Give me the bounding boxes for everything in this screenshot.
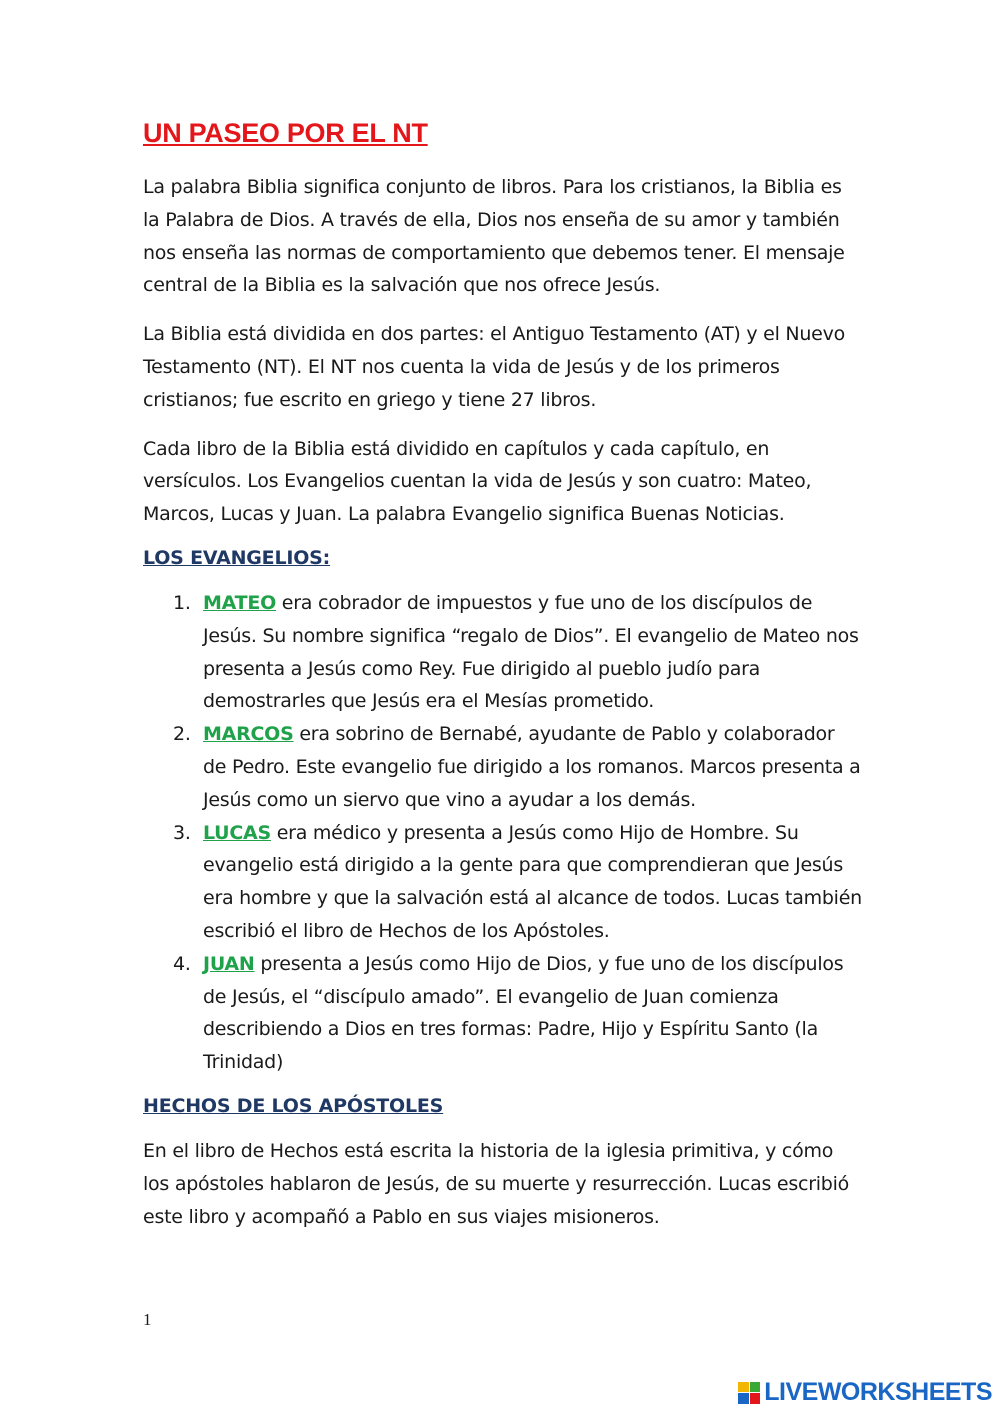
list-number: 2. bbox=[173, 723, 191, 746]
gospel-description: era cobrador de impuestos y fue uno de los discípulos de Jesús. Su nombre significa “regalo de Dios”. El evangelio de Mateo nos presenta a Jesús como Rey. Fue dirigido al pueblo judío para demostrarles que Jesús era el Mesías prometido. bbox=[203, 591, 859, 713]
gospels-heading: LOS EVANGELIOS: bbox=[143, 546, 331, 569]
gospel-name: MARCOS bbox=[203, 723, 294, 746]
list-item bbox=[143, 817, 863, 948]
gospel-name: MATEO bbox=[203, 591, 276, 614]
page-title: UN PASEO POR EL NT bbox=[143, 118, 428, 148]
watermark[interactable] bbox=[738, 1378, 992, 1407]
gospel-name: JUAN bbox=[203, 952, 255, 975]
gospel-description: era sobrino de Bernabé, ayudante de Pablo y colaborador de Pedro. Este evangelio fue dirigido a los romanos. Marcos presenta a Jesús como un siervo que vino a ayudar a los demás. bbox=[203, 723, 861, 811]
acts-paragraph: En el libro de Hechos está escrita la historia de la iglesia primitiva, y cómo los apóstoles hablaron de Jesús, de su muerte y resurrección. Lucas escribió este libro y acompañó a Pablo en sus viajes misioneros. bbox=[143, 1139, 850, 1228]
intro-paragraph-1: La palabra Biblia significa conjunto de libros. Para los cristianos, la Biblia es la Palabra de Dios. A través de ella, Dios nos enseña de su amor y también nos enseña las normas de comportamiento que debemos tener. El mensaje central de la Biblia es la salvación que nos ofrece Jesús. bbox=[143, 176, 845, 297]
list-item bbox=[143, 948, 863, 1079]
list-item bbox=[143, 587, 863, 718]
acts-heading: HECHOS DE LOS APÓSTOLES bbox=[143, 1094, 444, 1117]
liveworksheets-logo-icon bbox=[738, 1382, 760, 1404]
intro-paragraph-2: La Biblia está dividida en dos partes: el Antiguo Testamento (AT) y el Nuevo Testamento (NT). El NT nos cuenta la vida de Jesús y de los primeros cristianos; fue escrito en griego y tiene 27 libros. bbox=[143, 323, 845, 411]
list-number: 4. bbox=[173, 952, 191, 975]
list-item bbox=[143, 718, 863, 816]
list-number: 3. bbox=[173, 821, 191, 844]
gospels-list bbox=[143, 587, 863, 1079]
intro-paragraph-3: Cada libro de la Biblia está dividido en capítulos y cada capítulo, en versículos. Los Evangelios cuentan la vida de Jesús y son cuatro: Mateo, Marcos, Lucas y Juan. La palabra Evangelio significa Buenas Noticias. bbox=[143, 437, 812, 526]
gospel-description: era médico y presenta a Jesús como Hijo de Hombre. Su evangelio está dirigido a la gente para que comprendieran que Jesús era hombre y que la salvación está al alcance de todos. Lucas también escribió el libro de Hechos de los Apóstoles. bbox=[203, 821, 862, 942]
gospel-name: LUCAS bbox=[203, 821, 271, 844]
gospel-description: presenta a Jesús como Hijo de Dios, y fue uno de los discípulos de Jesús, el “discípulo amado”. El evangelio de Juan comienza describiendo a Dios en tres formas: Padre, Hijo y Espíritu Santo (la Trinidad) bbox=[203, 952, 844, 1074]
document-page bbox=[143, 118, 863, 1249]
list-number: 1. bbox=[173, 591, 191, 614]
page-number: 1 bbox=[143, 1310, 152, 1329]
watermark-text: LIVEWORKSHEETS bbox=[764, 1378, 992, 1406]
